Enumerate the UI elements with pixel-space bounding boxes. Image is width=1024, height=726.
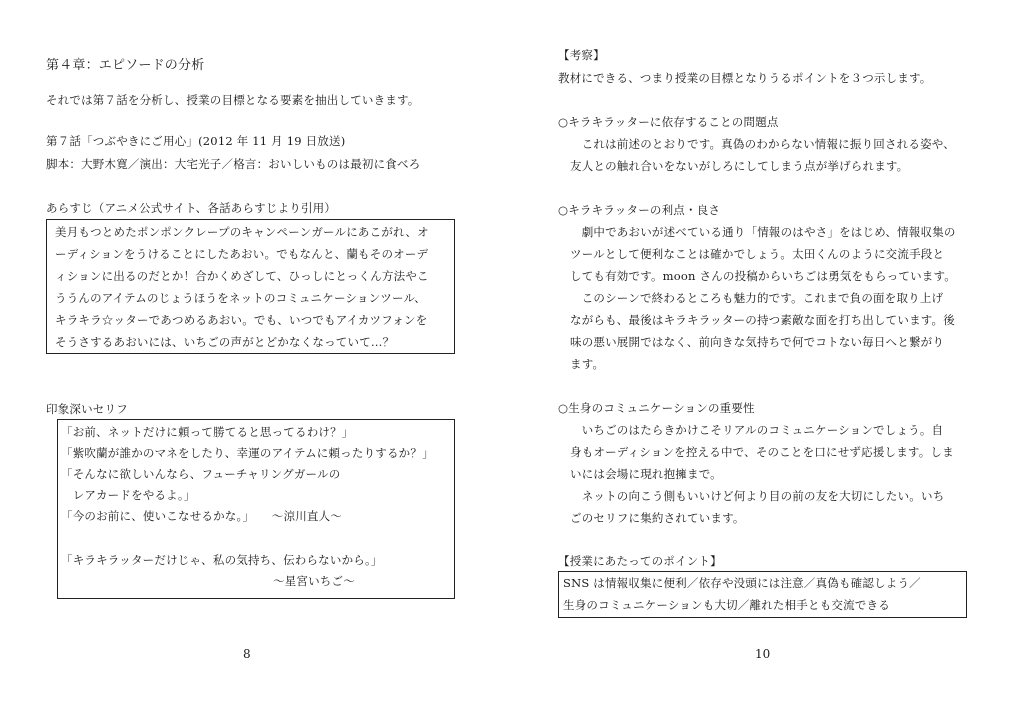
- episode-title: 第７話「つぶやきにご用心」(2012 年 11 月 19 日放送): [46, 134, 346, 148]
- quote-line: 「そんなに欲しいんなら、フューチャリングガールの: [61, 467, 341, 481]
- synopsis-line: ィションに出るのだとか！合かくめざして、ひっしにとっくん方法やこ: [55, 269, 429, 283]
- class-points-label: 【授業にあたってのポイント】: [558, 554, 722, 568]
- point3-line: ごのセリフに集約されています。: [570, 511, 745, 525]
- synopsis-label: あらすじ（アニメ公式サイト、各話あらすじより引用）: [46, 201, 337, 215]
- consider-intro: 教材にできる、つまり授業の目標となりうるポイントを３つ示します。: [558, 71, 932, 85]
- point3-title: ○生身のコミュニケーションの重要性: [558, 401, 755, 415]
- consider-heading: 【考察】: [558, 48, 605, 62]
- page-number: 8: [243, 647, 251, 661]
- point2-line: このシーンで終わるところも魅力的です。これまで負の面を取り上げ: [570, 291, 944, 305]
- point2-line: 劇中であおいが述べている通り「情報のはやさ」をはじめ、情報収集の: [570, 225, 956, 239]
- synopsis-line: ううんのアイテムのじょうほうをネットのコミュニケーションツール、: [55, 291, 426, 305]
- synopsis-line: 美月もつとめたポンポンクレープのキャンペーンガールにあこがれ、オ: [55, 225, 429, 239]
- synopsis-line: ーディションをうけることにしたあおい。でもなんと、蘭もそのオーデ: [55, 247, 429, 261]
- point2-line: ます。: [570, 357, 605, 371]
- class-point-line: SNS は情報収集に便利／依存や没頭には注意／真偽も確認しよう／: [563, 576, 921, 590]
- quote-line: 「紫吹蘭が誰かのマネをしたり、幸運のアイテムに頼ったりするか？」: [61, 446, 434, 460]
- point3-line: いちごのはたらきかけこそリアルのコミュニケーションでしょう。自: [570, 423, 944, 437]
- point2-line: ながらも、最後はキラキラッターの持つ素敵な面を打ち出しています。後: [570, 313, 955, 327]
- point3-line: いには会場に現れ抱擁まで。: [570, 467, 722, 481]
- intro-text: それでは第７話を分析し、授業の目標となる要素を抽出していきます。: [46, 93, 420, 107]
- point1-line: これは前述のとおりです。真偽のわからない情報に振り回される姿や、: [570, 137, 955, 151]
- point1-line: 友人との触れ合いをないがしろにしてしまう点が挙げられます。: [570, 159, 909, 173]
- point3-line: 身もオーディションを控える中で、そのことを口にせず応援します。しま: [570, 445, 954, 459]
- chapter-title: 第４章：エピソードの分析: [46, 58, 205, 73]
- class-points-box: [558, 571, 967, 618]
- episode-credits: 脚本：大野木寛／演出：大宅光子／格言：おいしいものは最初に食べろ: [46, 157, 421, 171]
- page-number: 10: [755, 647, 771, 661]
- point2-line: 味の悪い展開ではなく、前向きな気持ちで何でコトない毎日へと繋がり: [570, 335, 945, 349]
- quote-line: 「キラキラッターだけじゃ、私の気持ち、伝わらないから。」: [61, 553, 383, 567]
- right-page: [512, 0, 1024, 726]
- point2-line: しても有効です。moon さんの投稿からいちごは勇気をもらっています。: [570, 269, 956, 283]
- quote-line: 「今のお前に、使いこなせるかな。」 〜涼川直人〜: [61, 509, 342, 523]
- class-point-line: 生身のコミュニケーションも大切／離れた相手とも交流できる: [563, 598, 890, 612]
- quotes-box: [57, 419, 455, 599]
- synopsis-line: キラキラ☆ッターであつめるあおい。でも、いつでもアイカツフォンを: [55, 313, 428, 327]
- synopsis-box: [46, 219, 455, 354]
- synopsis-line: そうさするあおいには、いちごの声がとどかなくなっていて…？: [55, 335, 395, 349]
- quote-attribution: 〜星宮いちご〜: [273, 574, 355, 588]
- point3-line: ネットの向こう側もいいけど何より目の前の友を大切にしたい。いち: [570, 489, 945, 503]
- quotes-label: 印象深いセリフ: [46, 402, 128, 416]
- quote-line: 「お前、ネットだけに頼って勝てると思ってるわけ？」: [61, 425, 354, 439]
- point2-title: ○キラキラッターの利点・良さ: [558, 203, 721, 217]
- point1-title: ○キラキラッターに依存することの問題点: [558, 115, 779, 129]
- quote-line: レアカードをやるよ。」: [61, 488, 196, 502]
- point2-line: ツールとして便利なことは確かでしょう。太田くんのように交流手段と: [570, 247, 945, 261]
